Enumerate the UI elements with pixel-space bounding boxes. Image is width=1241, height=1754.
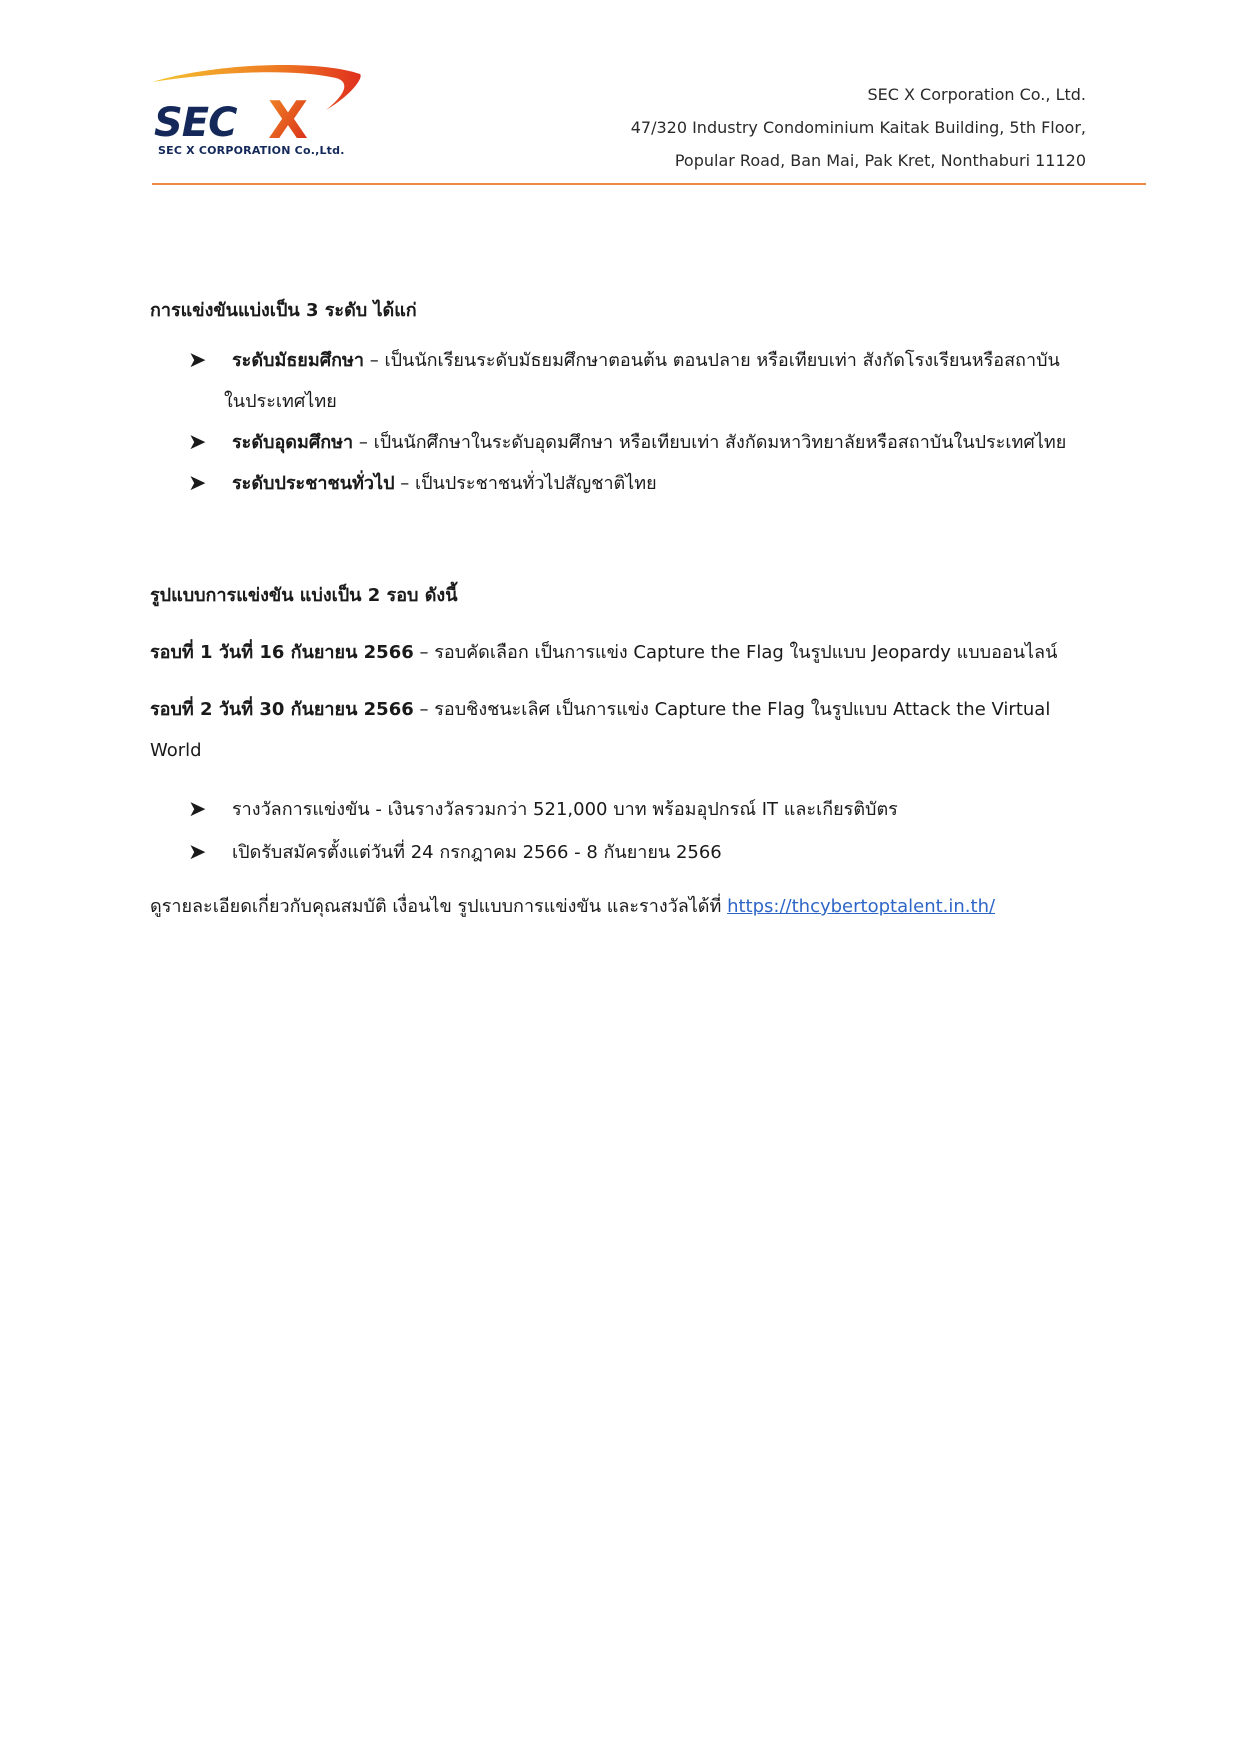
round-1-desc: – รอบคัดเลือก เป็นการแข่ง Capture the Flag ในรูปแบบ Jeopardy แบบออนไลน์: [413, 642, 1058, 663]
round-2-desc: – รอบชิงชนะเลิศ เป็นการแข่ง Capture the Flag ในรูปแบบ Attack the Virtual: [413, 699, 1051, 720]
company-address: [486, 78, 1086, 177]
list-item: [150, 789, 1090, 830]
level-desc: – เป็นนักศึกษาในระดับอุดมศึกษา หรือเทียบเท่า สังกัดมหาวิทยาลัยหรือสถาบันในประเทศไทย: [353, 432, 1067, 453]
arrowhead-bullet-icon: ➤: [188, 840, 207, 865]
format-heading: รูปแบบการแข่งขัน แบ่งเป็น 2 รอบ ดังนี้: [150, 585, 458, 606]
company-name: SEC X Corporation Co., Ltd.: [867, 85, 1086, 104]
more-info-text: ดูรายละเอียดเกี่ยวกับคุณสมบัติ เงื่อนไข รูปแบบการแข่งขัน และรางวัลได้ที่: [150, 896, 728, 917]
list-item: [150, 463, 1090, 504]
logo-sec-text: SEC: [154, 100, 237, 146]
registration-text: เปิดรับสมัครตั้งแต่วันที่ 24 กรกฎาคม 2566 - 8 กันยายน 2566: [232, 842, 722, 863]
level-label: ระดับอุดมศึกษา: [232, 432, 354, 453]
arrowhead-bullet-icon: ➤: [188, 348, 207, 373]
level-label: ระดับประชาชนทั่วไป: [232, 473, 395, 494]
round-1: [150, 632, 1090, 673]
info-list: [150, 789, 1090, 873]
logo-caption: SEC X CORPORATION Co.,Ltd.: [158, 144, 345, 157]
list-item: [150, 422, 1090, 463]
round-2-cont: World: [150, 740, 202, 761]
level-desc-cont: ในประเทศไทย: [224, 391, 337, 412]
levels-heading: การแข่งขันแบ่งเป็น 3 ระดับ ได้แก่: [150, 300, 417, 321]
website-link[interactable]: https://thcybertoptalent.in.th/: [727, 896, 996, 917]
address-line-1: 47/320 Industry Condominium Kaitak Building, 5th Floor,: [630, 118, 1086, 137]
logo-x-text: X: [268, 91, 309, 151]
list-item: [150, 340, 1090, 422]
arrowhead-bullet-icon: ➤: [188, 471, 207, 496]
levels-list: [150, 340, 1090, 504]
arrowhead-bullet-icon: ➤: [188, 430, 207, 455]
round-2: [150, 689, 1090, 771]
document-body: [150, 290, 1090, 927]
list-item: [150, 832, 1090, 873]
more-info: [150, 886, 1090, 927]
level-desc: – เป็นนักเรียนระดับมัธยมศึกษาตอนต้น ตอนปลาย หรือเทียบเท่า สังกัดโรงเรียนหรือสถาบัน: [364, 350, 1060, 371]
address-line-2: Popular Road, Ban Mai, Pak Kret, Nonthaburi 11120: [674, 151, 1086, 170]
header-divider: [152, 183, 1146, 185]
arrowhead-bullet-icon: ➤: [188, 797, 207, 822]
prize-text: รางวัลการแข่งขัน - เงินรางวัลรวมกว่า 521,000 บาท พร้อมอุปกรณ์ IT และเกียรติบัตร: [232, 799, 898, 820]
level-desc: – เป็นประชาชนทั่วไปสัญชาติไทย: [394, 473, 657, 494]
round-2-label: รอบที่ 2 วันที่ 30 กันยายน 2566: [150, 699, 414, 720]
round-1-label: รอบที่ 1 วันที่ 16 กันยายน 2566: [150, 642, 414, 663]
level-label: ระดับมัธยมศึกษา: [232, 350, 365, 371]
